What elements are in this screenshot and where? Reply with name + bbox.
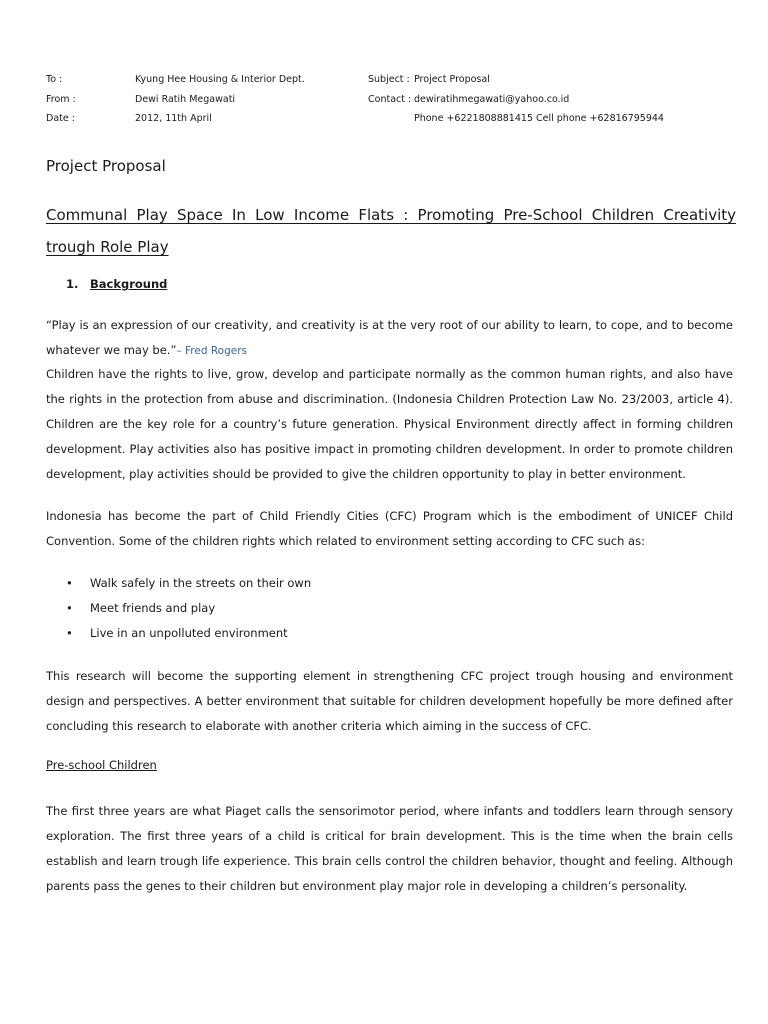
document-type-heading: Project Proposal	[46, 157, 166, 175]
section-title: Background	[90, 277, 168, 291]
subject-label: Subject :	[368, 74, 410, 85]
paragraph-research: This research will become the supporting element in strengthening CFC project trough housing and environment design and perspectives. A better environment that suitable for children development hopefully be more defined after concluding this research to elaborate with another criteria which aiming in the success of CFC.	[46, 669, 733, 733]
memo-row-to	[46, 70, 736, 90]
subject-value: Project Proposal	[414, 74, 490, 85]
memo-row-from	[46, 90, 736, 110]
paragraph-preschool: The first three years are what Piaget calls the sensorimotor period, where infants and toddlers learn through sensory exploration. The first three years of a child is critical for brain development. This is the time when the brain cells establish and learn trough life experience. This brain cells control the children behavior, thought and feeling. Although parents pass the genes to their children but environment play major role in developing a children’s personality.	[46, 804, 733, 893]
list-item: • Live in an unpolluted environment	[66, 621, 311, 646]
page-title-text: Communal Play Space In Low Income Flats : Promoting Pre-School Children Creativity trough Role Play	[46, 206, 736, 256]
paragraph-rights: Children have the rights to live, grow, develop and participate normally as the common human rights, and also have the rights in the protection from abuse and discrimination. (Indonesia Children Protection Law No. 23/2003, article 4). Children are the key role for a country’s future generation. Physical Environment directly affect in forming children development. Play activities also has positive impact in promoting children development. In order to promote children development, play activities should be provided to give the children opportunity to play in better environment.	[46, 367, 733, 481]
quote-paragraph	[46, 313, 733, 364]
contact-value: dewiratihmegawati@yahoo.co.id	[414, 93, 570, 105]
section-heading-background	[66, 277, 167, 291]
list-item: • Walk safely in the streets on their own	[66, 571, 311, 596]
date-value: 2012, 11th April	[135, 113, 212, 124]
bullet-icon: •	[66, 576, 73, 590]
to-value: Kyung Hee Housing & Interior Dept.	[135, 74, 305, 85]
quote-source: – Fred Rogers	[176, 345, 248, 357]
bullet-icon: •	[66, 601, 73, 615]
paragraph-cfc: Indonesia has become the part of Child Friendly Cities (CFC) Program which is the embodiment of UNICEF Child Convention. Some of the children rights which related to environment setting according to CFC such as:	[46, 509, 733, 548]
bullet-icon: •	[66, 626, 73, 640]
to-label: To :	[46, 74, 63, 85]
subheading-preschool: Pre-school Children	[46, 758, 157, 772]
memo-header	[46, 70, 736, 129]
quote-text: “Play is an expression of our creativity, and creativity is at the very root of our ability to learn, to cope, and to become whatever we may be.”	[46, 318, 733, 357]
from-label: From :	[46, 93, 76, 105]
contact-label: Contact :	[368, 93, 412, 105]
cfc-rights-list	[66, 571, 311, 646]
list-item: • Meet friends and play	[66, 596, 311, 621]
section-number: 1.	[66, 277, 79, 291]
from-value: Dewi Ratih Megawati	[135, 93, 236, 105]
date-label: Date :	[46, 113, 75, 124]
memo-row-date	[46, 109, 736, 129]
page-title	[46, 199, 736, 263]
phone-value: Phone +6221808881415 Cell phone +62816795944	[414, 113, 664, 124]
